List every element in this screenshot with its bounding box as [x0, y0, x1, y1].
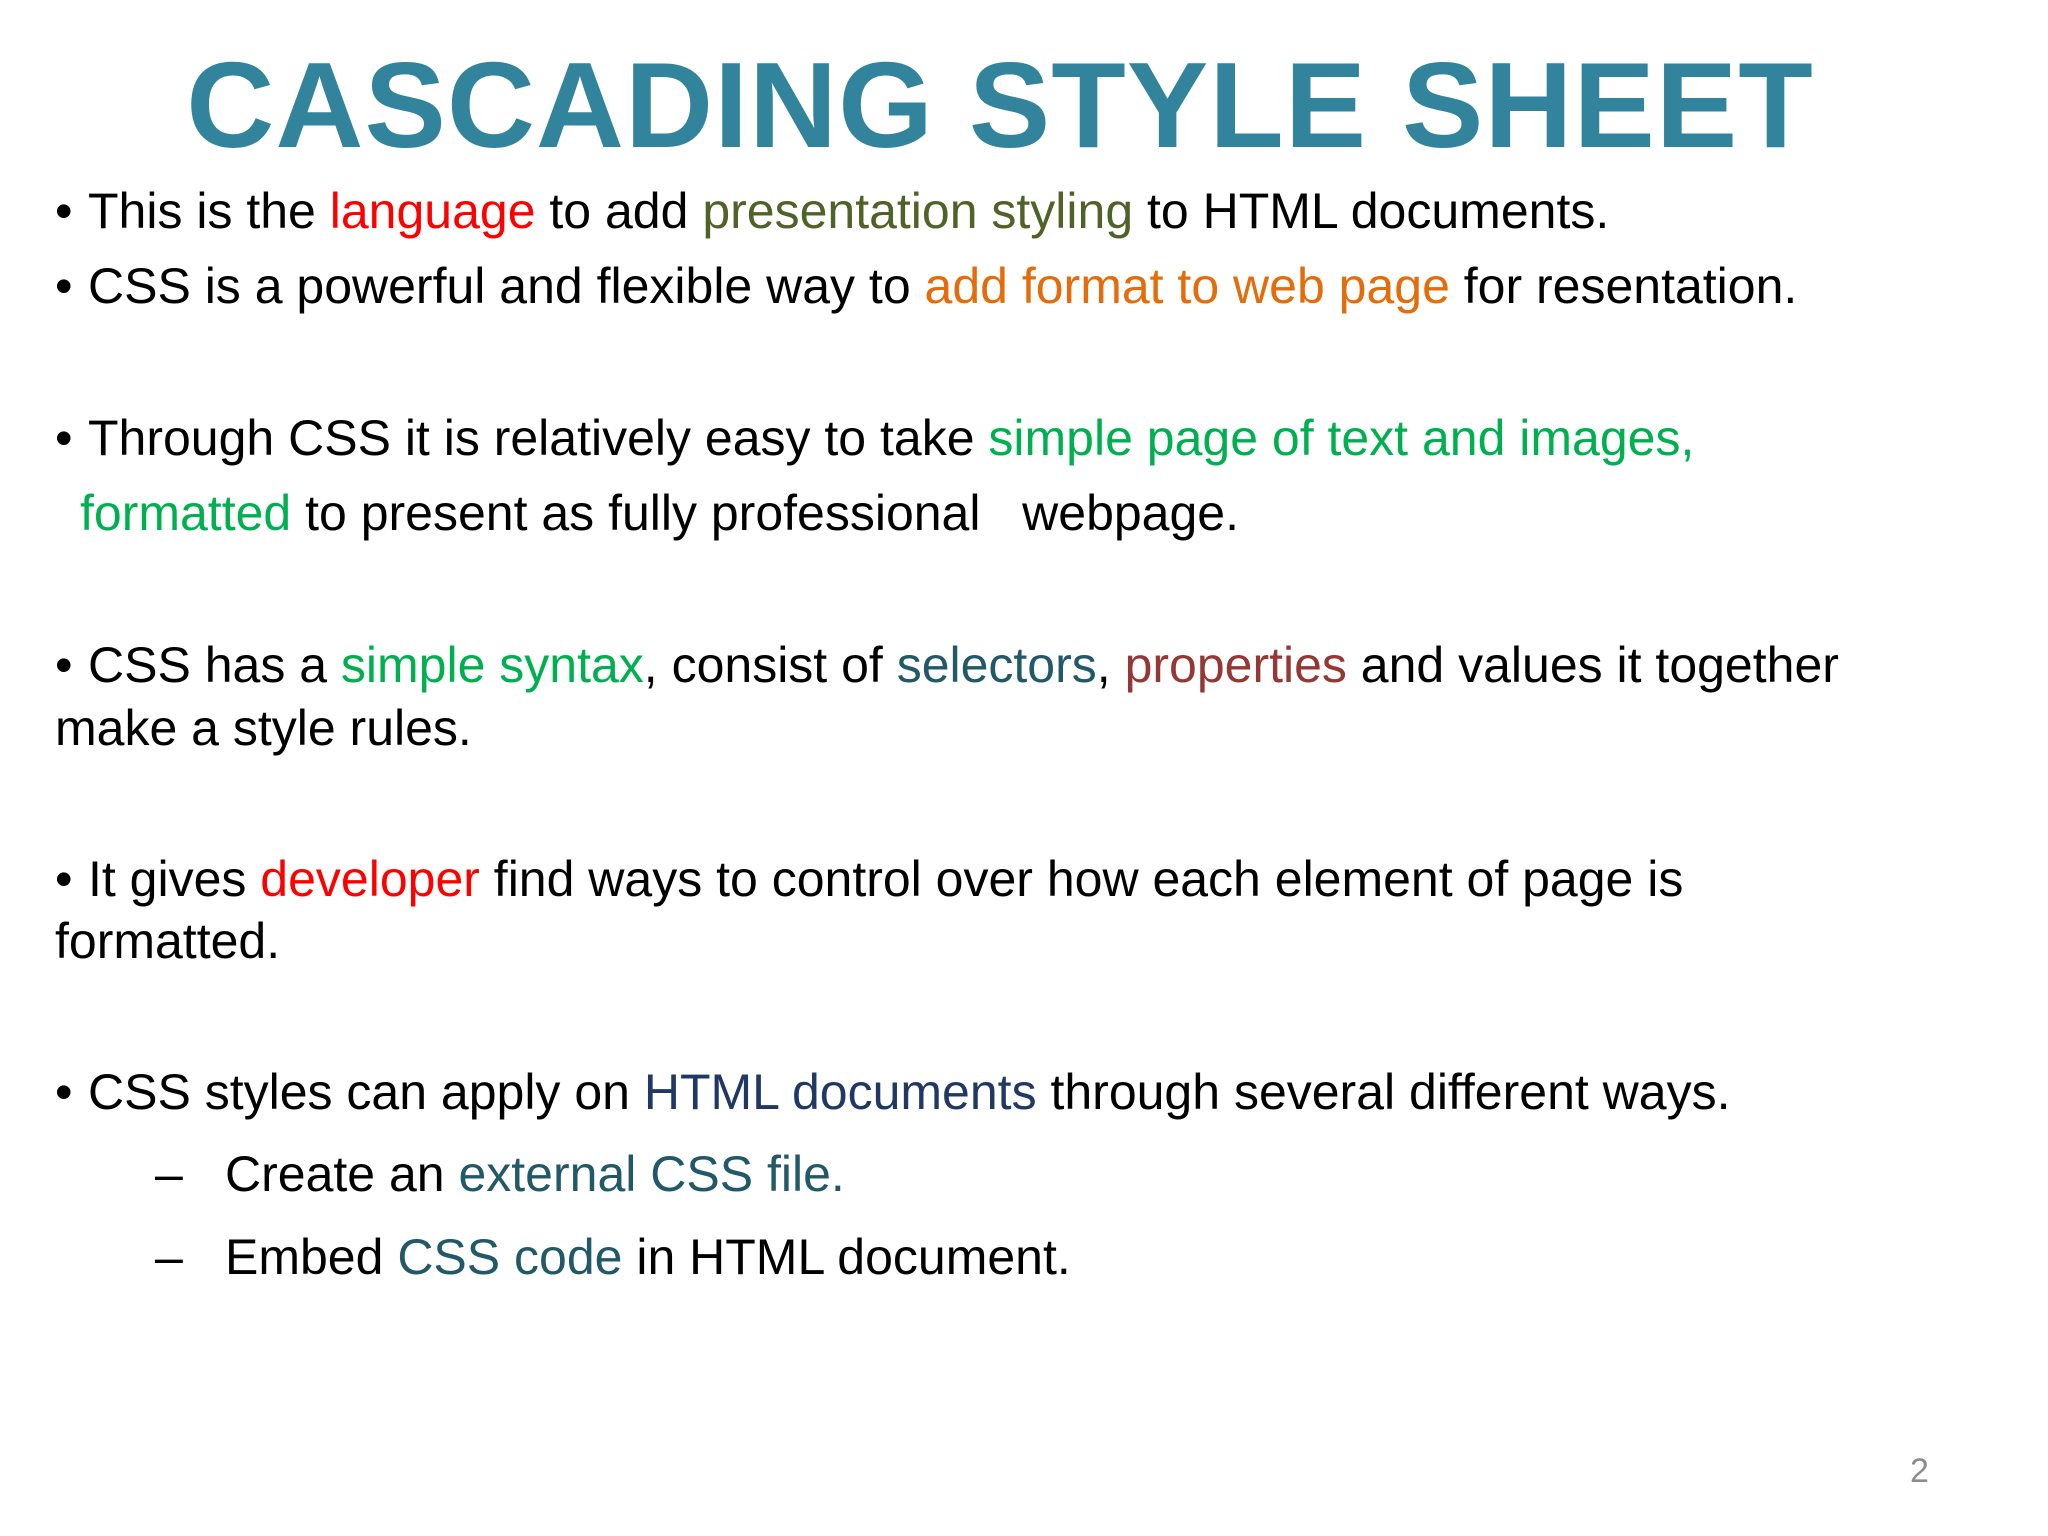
highlight-formatted: formatted [80, 485, 292, 541]
bullet-powerful [55, 255, 1985, 317]
bullet-text: and values it together [1346, 637, 1839, 693]
bullet-text: This is the [88, 183, 330, 239]
bullet-through-css [55, 407, 1985, 469]
bullet-text: make a style rules. [55, 700, 472, 756]
sub-item-external-css [155, 1143, 845, 1205]
bullet-developer-continued [55, 910, 1985, 972]
bullet-text: to add [535, 183, 703, 239]
highlight-simple-syntax: simple syntax [340, 637, 644, 693]
bullet-syntax-continued [55, 697, 1985, 759]
bullet-text: Through CSS it is relatively easy to take [88, 410, 989, 466]
sub-item-embed-css [155, 1226, 1071, 1288]
bullet-text: find ways to control over how each element of page is [479, 851, 1684, 907]
bullet-developer [55, 848, 1985, 910]
bullet-dot: • [55, 1064, 73, 1120]
bullet-text: to HTML documents. [1133, 183, 1610, 239]
highlight-html-documents: HTML documents [643, 1064, 1037, 1120]
bullet-dot: • [55, 851, 73, 907]
highlight-presentation-styling: presentation styling [702, 183, 1134, 239]
sub-item-text: Create an [225, 1146, 459, 1202]
bullet-text: formatted. [55, 913, 281, 969]
bullet-text: , [1096, 637, 1125, 693]
sub-item-text: in HTML document. [622, 1229, 1071, 1285]
bullet-text: through several different ways. [1036, 1064, 1731, 1120]
dash-marker: – [155, 1146, 183, 1202]
dash-marker: – [155, 1229, 183, 1285]
bullet-language [55, 180, 1985, 242]
highlight-language: language [329, 183, 536, 239]
bullet-dot: • [55, 637, 73, 693]
bullet-dot: • [55, 410, 73, 466]
bullet-syntax [55, 634, 1985, 696]
bullet-text: CSS has a [88, 637, 341, 693]
bullet-dot: • [55, 258, 73, 314]
highlight-properties: properties [1124, 637, 1347, 693]
highlight-add-format: add format to web page [924, 258, 1450, 314]
bullet-dot: • [55, 183, 73, 239]
highlight-selectors: selectors [896, 637, 1097, 693]
highlight-css-code: CSS code [397, 1229, 623, 1285]
highlight-external-css: external CSS file. [458, 1146, 845, 1202]
sub-item-text: Embed [225, 1229, 398, 1285]
bullet-text: It gives [88, 851, 261, 907]
bullet-text: CSS is a powerful and flexible way to [88, 258, 925, 314]
bullet-text: , consist of [643, 637, 897, 693]
bullet-through-css-continued [80, 482, 2010, 544]
bullet-apply-styles [55, 1061, 1985, 1123]
bullet-text: to present as fully professional webpage. [291, 485, 1239, 541]
highlight-simple-page: simple page of text and images, [988, 410, 1695, 466]
slide-title: CASCADING STYLE SHEET [186, 37, 1814, 173]
highlight-developer: developer [260, 851, 480, 907]
bullet-text: for resentation. [1449, 258, 1798, 314]
page-number: 2 [1910, 1452, 1929, 1490]
bullet-text: CSS styles can apply on [88, 1064, 644, 1120]
